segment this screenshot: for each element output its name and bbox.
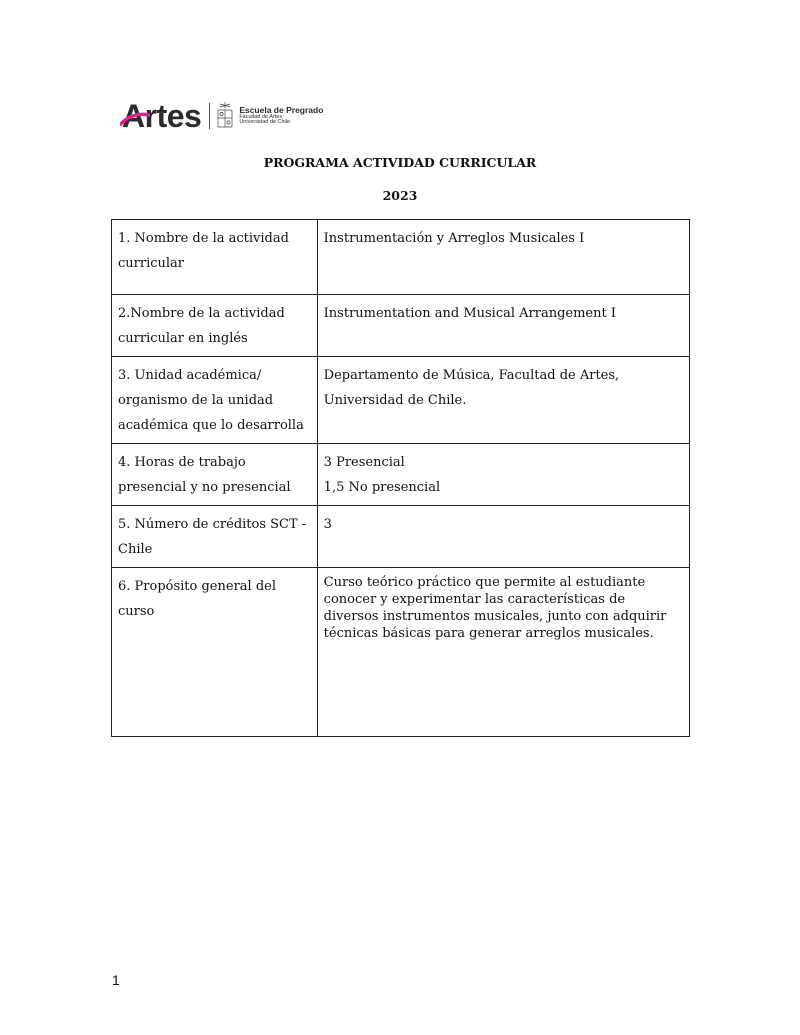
- university-seal-icon: [216, 101, 234, 131]
- logo-divider: [209, 103, 210, 129]
- logo-wordmark: [122, 100, 201, 132]
- row-value: 3: [317, 506, 689, 568]
- curricular-info-table: [111, 219, 690, 737]
- logo-swoosh-icon: [120, 112, 150, 126]
- row-label: 3. Unidad académica/ organismo de la unidad académica que lo desarrolla: [112, 357, 318, 444]
- table-row: [112, 220, 690, 295]
- row-value: Instrumentation and Musical Arrangement I: [317, 295, 689, 357]
- table-row: [112, 357, 690, 444]
- institution-name: [239, 106, 323, 126]
- document-title: PROGRAMA ACTIVIDAD CURRICULAR: [263, 155, 537, 170]
- institution-line-2: Facultad de Artes: [239, 113, 283, 120]
- institution-line-3: Universidad de Chile: [239, 119, 291, 126]
- document-year: 2023: [382, 188, 418, 203]
- table-row: [112, 295, 690, 357]
- page-number: 1: [112, 972, 120, 988]
- row-label: 2.Nombre de la actividad curricular en inglés: [112, 295, 318, 357]
- table-row: [112, 444, 690, 506]
- row-value-line: 1,5 No presencial: [323, 480, 441, 495]
- row-value: Instrumentación y Arreglos Musicales I: [317, 220, 689, 295]
- row-value: [317, 444, 689, 506]
- row-label: 4. Horas de trabajo presencial y no presencial: [112, 444, 318, 506]
- row-value: Departamento de Música, Facultad de Artes, Universidad de Chile.: [317, 357, 689, 444]
- table-row: [112, 568, 690, 737]
- row-value: Curso teórico práctico que permite al estudiante conocer y experimentar las características de diversos instrumentos musicales, junto con adquirir técnicas básicas para generar arreglos musicales.: [317, 568, 689, 737]
- row-value-line: 3 Presencial: [323, 455, 405, 470]
- row-label: 6. Propósito general del curso: [112, 568, 318, 737]
- row-label: 1. Nombre de la actividad curricular: [112, 220, 318, 295]
- table-row: [112, 506, 690, 568]
- institution-line-1: Escuela de Pregrado: [239, 104, 324, 115]
- row-label: 5. Número de créditos SCT - Chile: [112, 506, 318, 568]
- logo-word-text: Artes: [122, 98, 202, 134]
- faculty-logo: [122, 96, 323, 136]
